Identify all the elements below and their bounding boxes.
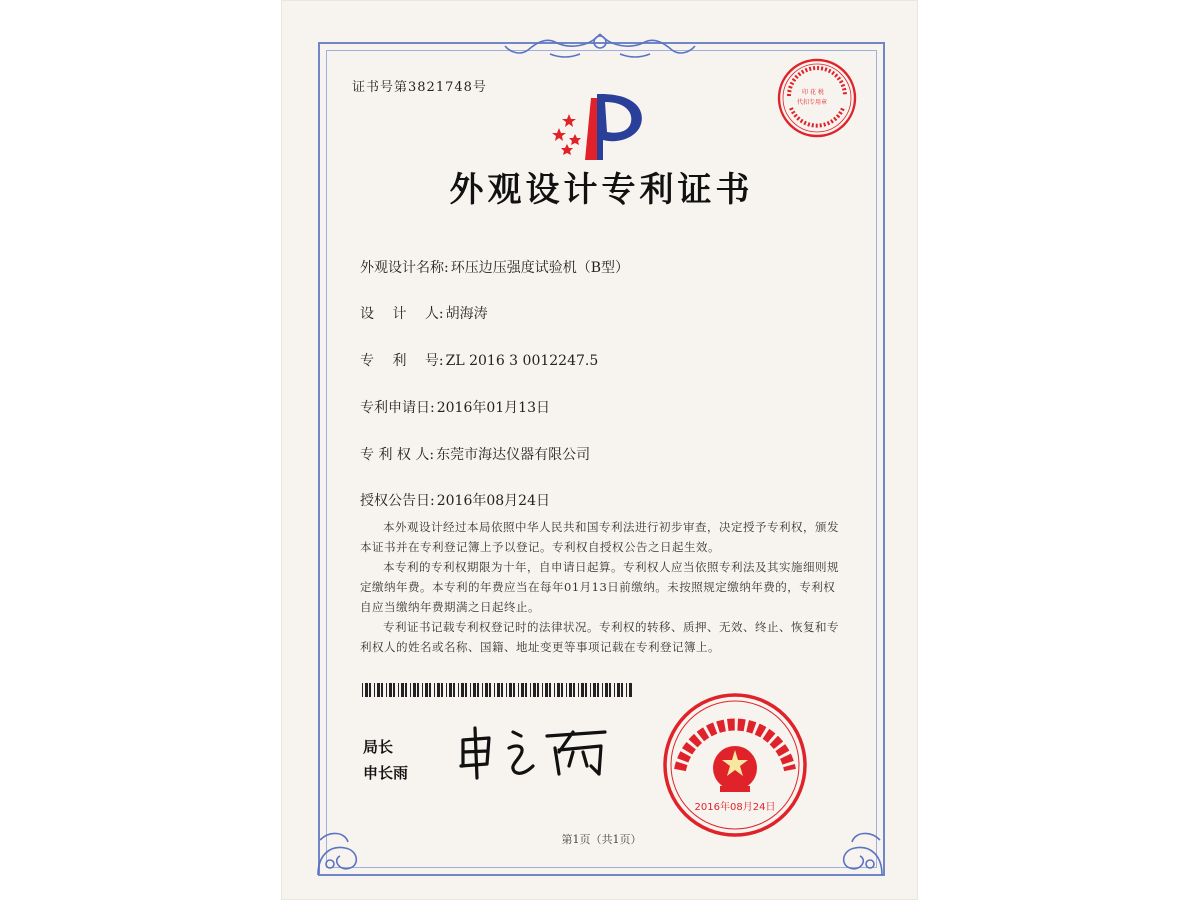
field-patentee xyxy=(360,444,590,464)
field-label: 专 利 号: xyxy=(360,353,444,369)
svg-text:代扣专用章: 代扣专用章 xyxy=(797,99,828,106)
field-label: 专 利 权 人: xyxy=(360,447,435,463)
field-value: 胡海涛 xyxy=(445,306,488,322)
field-design-name xyxy=(360,257,629,277)
certificate-number: 证书号第3821748号 xyxy=(352,80,487,95)
top-ornament-icon xyxy=(500,28,700,62)
director-signature xyxy=(455,722,615,782)
paragraph-grant: 本外观设计经过本局依照中华人民共和国专利法进行初步审查，决定授予专利权，颁发本证书并在专利登记簿上予以登记。专利权自授权公告之日起生效。 xyxy=(360,520,839,554)
director-name: 申长雨 xyxy=(363,764,409,782)
field-value: 2016年01月13日 xyxy=(436,400,550,416)
barcode-icon xyxy=(362,683,632,697)
seal-date: 2016年08月24日 xyxy=(694,802,776,813)
field-patent-number xyxy=(360,350,598,370)
field-label: 外观设计名称: xyxy=(360,260,449,276)
field-value: 东莞市海达仪器有限公司 xyxy=(436,447,591,463)
field-designer xyxy=(360,303,488,323)
field-value: 2016年08月24日 xyxy=(436,493,550,509)
field-label: 专利申请日: xyxy=(360,400,435,416)
field-label: 授权公告日: xyxy=(360,493,435,509)
tax-agent-seal xyxy=(775,56,859,140)
paragraph-term: 本专利的专利权期限为十年，自申请日起算。专利权人应当依照专利法及其实施细则规定缴纳年费。本专利的年费应当在每年01月13日前缴纳。未按照规定缴纳年费的，专利权自应当缴纳年费期满之日起终止。 xyxy=(360,560,839,614)
field-application-date xyxy=(360,397,550,417)
director-title: 局长 xyxy=(363,738,394,756)
svg-text:印 花 税: 印 花 税 xyxy=(802,89,824,96)
field-label: 设 计 人: xyxy=(360,306,444,322)
certificate-title: 外观设计专利证书 xyxy=(449,170,754,210)
patent-office-logo-icon xyxy=(545,88,655,164)
field-grant-date xyxy=(360,490,550,510)
official-seal xyxy=(660,690,810,840)
field-value: 环压边压强度试验机（B型） xyxy=(450,260,630,276)
paragraph-legal-status: 专利证书记载专利权登记时的法律状况。专利权的转移、质押、无效、终止、恢复和专利权人的姓名或名称、国籍、地址变更等事项记载在专利登记簿上。 xyxy=(360,620,839,654)
field-value: ZL 2016 3 0012247.5 xyxy=(445,353,599,369)
page-number: 第1页（共1页） xyxy=(561,833,642,846)
